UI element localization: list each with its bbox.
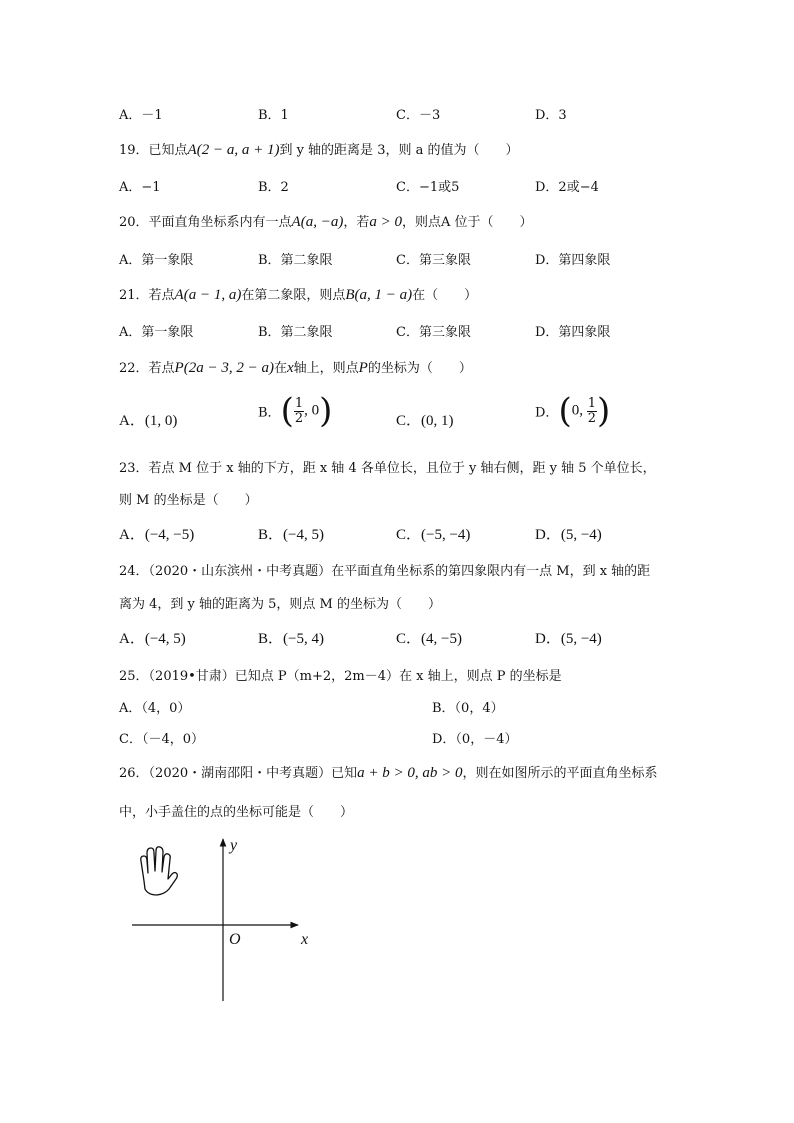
q20-option-d: D．第四象限	[535, 253, 611, 268]
q22-option-d-fraction	[587, 397, 597, 426]
q21-option-c: C．第三象限	[396, 325, 471, 340]
q22-option-b-label: B．	[258, 405, 281, 421]
q22-mid: 在	[273, 361, 287, 376]
q22-option-b-close-paren: )	[319, 391, 333, 431]
q22-option-d-head: 0,	[571, 402, 587, 419]
q20-stem	[119, 211, 533, 231]
q18-option-a: A．－1	[119, 108, 163, 123]
q22-math2: x	[286, 360, 294, 376]
q23-stem-line2: 则 M 的坐标是（ ）	[119, 493, 258, 508]
q22-option-b-fraction	[294, 397, 304, 426]
q19-math: A(2 − a, a + 1)	[187, 142, 280, 158]
q19-option-c: C．−1或5	[396, 180, 460, 195]
q24-option-c: C．(4, −5)	[396, 631, 462, 647]
q22-option-b-open-paren: (	[280, 391, 294, 431]
q22-option-b-tail: , 0	[304, 402, 320, 419]
q24-stem-line2: 离为 4，到 y 轴的距离为 5，则点 M 的坐标为（ ）	[119, 597, 441, 612]
origin-label: O	[229, 931, 241, 948]
q22-option-d-denominator: 2	[587, 410, 596, 426]
q26-prefix: 26．（2020・湖南邵阳・中考真题）已知	[119, 766, 358, 781]
x-axis-label: x	[301, 931, 309, 948]
q25-option-a: A．（4，0）	[119, 701, 191, 716]
q19-suffix: 到 y 轴的距离是 3，则 a 的值为（ ）	[279, 143, 519, 158]
q20-option-b: B．第二象限	[258, 253, 333, 268]
q21-prefix: 21．若点	[119, 288, 175, 303]
q22-option-d-open-paren: (	[558, 391, 572, 431]
q20-option-c: C．第三象限	[396, 253, 471, 268]
q22-option-d-numerator: 1	[587, 395, 596, 411]
q19-stem	[119, 139, 518, 159]
q24-option-a: A．(−4, 5)	[119, 631, 186, 647]
q22-option-c: C．(0, 1)	[396, 413, 454, 429]
q22-math3: P	[358, 360, 368, 376]
q26-stem-line1	[119, 762, 658, 782]
q20-option-a: A．第一象限	[119, 253, 194, 268]
q22-option-d	[535, 391, 611, 431]
q20-prefix: 20．平面直角坐标系内有一点	[119, 215, 292, 230]
q25-option-b: B．（0，4）	[432, 701, 504, 716]
q25-stem: 25．（2019•甘肃）已知点 P（m+2，2m－4）在 x 轴上，则点 P 的坐标是	[119, 669, 562, 684]
q19-option-d: D．2或−4	[535, 180, 599, 195]
q21-stem	[119, 284, 477, 304]
q20-mid: ，若	[343, 215, 370, 230]
q21-suffix: 在（ ）	[412, 288, 478, 303]
q19-option-b: B．2	[258, 180, 289, 195]
q21-math1: A(a − 1, a)	[174, 287, 242, 303]
q26-stem-line2: 中，小手盖住的点的坐标可能是（ ）	[119, 805, 354, 820]
q25-option-d: D．（0，－4）	[432, 732, 518, 747]
q26-suffix: ，则在如图所示的平面直角坐标系	[462, 766, 658, 781]
q22-prefix: 22．若点	[119, 361, 175, 376]
q21-option-b: B．第二象限	[258, 325, 333, 340]
q21-option-a: A．第一象限	[119, 325, 194, 340]
q21-mid: 在第二象限，则点	[241, 288, 346, 303]
q22-option-d-close-paren: )	[596, 391, 611, 431]
q23-option-b: B．(−4, 5)	[258, 527, 324, 543]
q20-math2: a > 0	[369, 214, 402, 230]
q23-option-a: A．(−4, −5)	[119, 527, 195, 543]
q23-stem-line1: 23．若点 M 位于 x 轴的下方，距 x 轴 4 各单位长，且位于 y 轴右侧，距 y 轴 5 个单位长，	[119, 461, 656, 476]
q22-stem	[119, 357, 472, 377]
q18-option-d: D．3	[535, 108, 567, 123]
q21-math2: B(a, 1 − a)	[345, 287, 413, 303]
q23-option-d: D．(5, −4)	[535, 527, 602, 543]
q24-option-b: B．(−5, 4)	[258, 631, 324, 647]
q22-option-b-denominator: 2	[294, 410, 304, 426]
q22-option-d-label: D．	[535, 405, 559, 421]
y-axis-label: y	[230, 837, 238, 854]
q25-option-c: C．（－4，0）	[119, 732, 204, 747]
q19-prefix: 19．已知点	[119, 143, 188, 158]
q19-option-a: A．−1	[119, 180, 161, 195]
q22-option-a: A．(1, 0)	[119, 413, 178, 429]
q18-option-c: C．－3	[396, 108, 441, 123]
q18-option-b: B．1	[258, 108, 289, 123]
q22-option-b-numerator: 1	[294, 395, 304, 411]
coordinate-figure	[126, 833, 326, 1005]
q22-math1: P(2a − 3, 2 − a)	[174, 360, 274, 376]
q22-option-b	[258, 391, 333, 431]
q22-suffix: 的坐标为（ ）	[367, 361, 472, 376]
q22-mid2: 轴上，则点	[293, 361, 359, 376]
hand-icon	[141, 847, 178, 895]
q23-option-c: C．(−5, −4)	[396, 527, 471, 543]
q20-math1: A(a, −a)	[291, 214, 344, 230]
q21-option-d: D．第四象限	[535, 325, 611, 340]
q24-stem-line1: 24．（2020・山东滨州・中考真题）在平面直角坐标系的第四象限内有一点 M，到 x 轴的距	[119, 564, 651, 579]
q24-option-d: D．(5, −4)	[535, 631, 602, 647]
q26-math: a + b > 0, ab > 0	[357, 765, 463, 781]
q20-suffix: ，则点A 位于（ ）	[401, 215, 533, 230]
